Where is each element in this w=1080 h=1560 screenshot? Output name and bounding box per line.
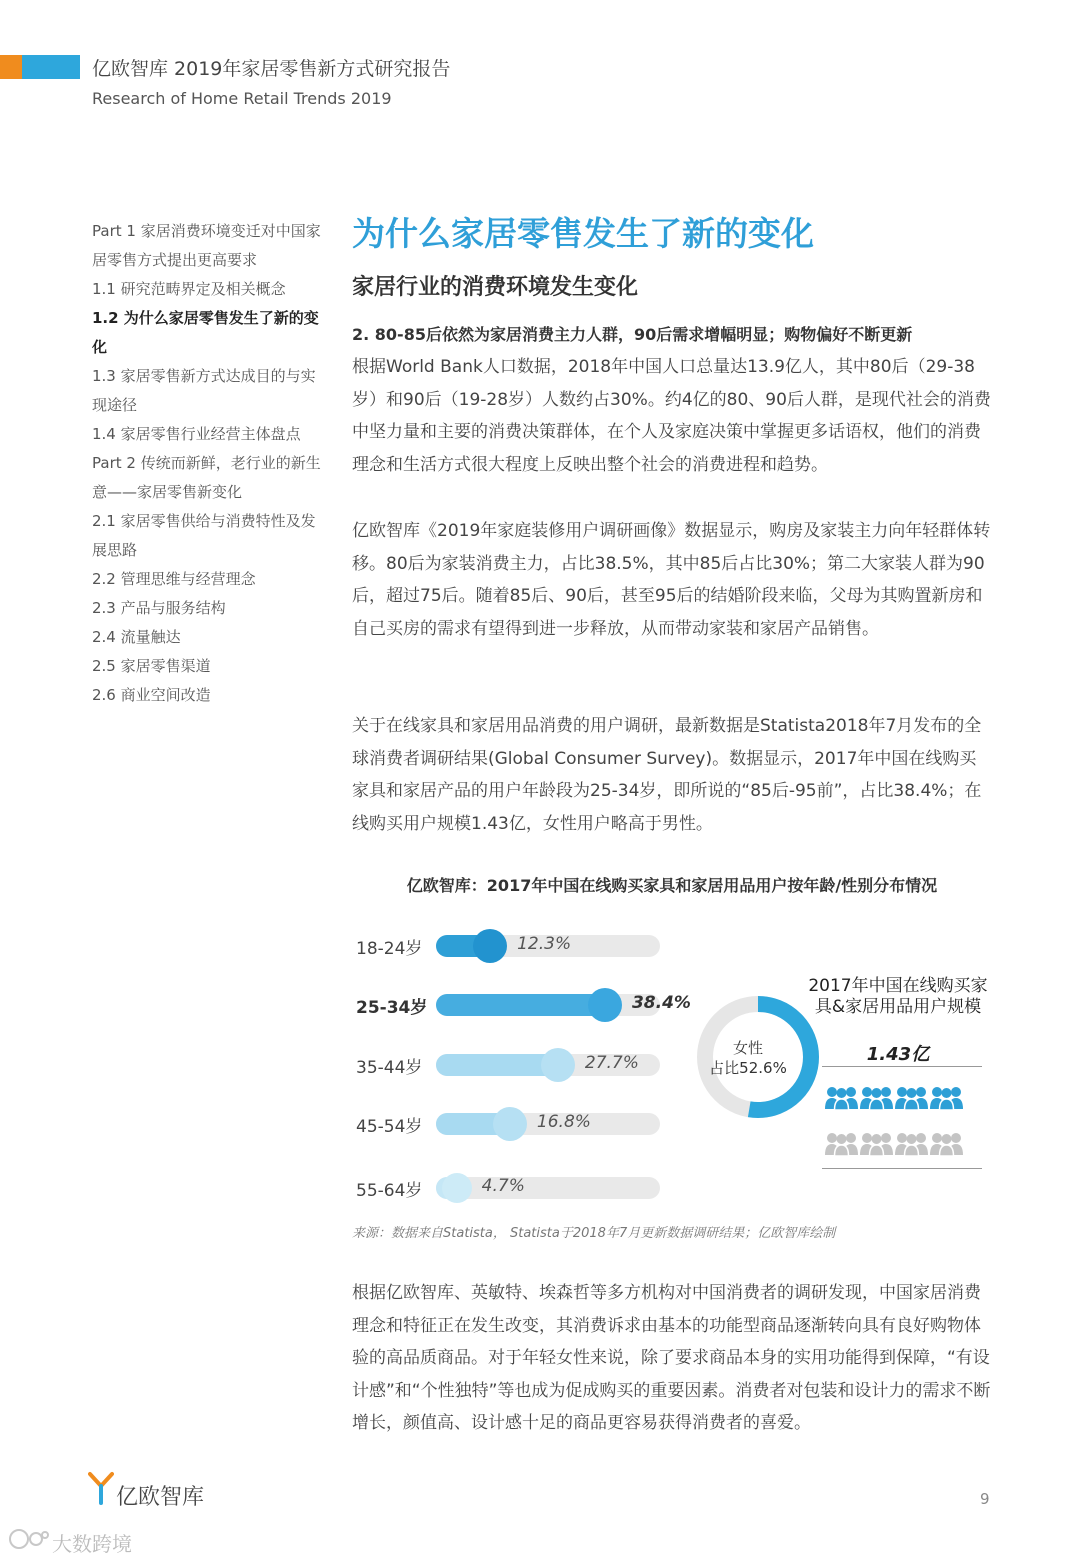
toc-item[interactable]: 1.4 家居零售行业经营主体盘点 (92, 425, 301, 443)
toc-item[interactable]: 2.6 商业空间改造 (92, 686, 211, 704)
bar-end-dot (541, 1048, 575, 1082)
toc-item[interactable]: Part 1 家居消费环境变迁对中国家居零售方式提出更高要求 (92, 222, 321, 269)
people-icon (929, 1085, 965, 1111)
bar-value-label: 16.8% (536, 1112, 591, 1132)
header-accent-orange (0, 55, 22, 79)
donut-label-line2: 占比52.6% (709, 1059, 787, 1077)
people-icon (824, 1085, 860, 1111)
bar-value-label: 12.3% (517, 934, 572, 954)
watermark-text: 大数跨境 (52, 1532, 132, 1556)
people-icon (824, 1131, 860, 1157)
bar-value-label: 38.4% (631, 993, 691, 1013)
toc-item[interactable]: 2.2 管理思维与经营理念 (92, 570, 256, 588)
table-of-contents (92, 217, 322, 710)
watermark-logo-icon (8, 1526, 50, 1552)
bar-end-dot (442, 1173, 472, 1203)
user-scale-divider-top (822, 1066, 982, 1067)
age-label: 35-44岁 (356, 1058, 423, 1078)
bar-value-label: 27.7% (584, 1053, 639, 1073)
age-label: 25-34岁 (356, 998, 428, 1018)
age-label: 45-54岁 (356, 1117, 423, 1137)
user-scale-value: 1.43亿 (866, 1044, 930, 1065)
bar-end-dot (588, 988, 622, 1022)
bar-end-dot (473, 929, 507, 963)
page-title: 为什么家居零售发生了新的变化 (352, 214, 814, 253)
logo-text: 亿欧智库 (116, 1485, 205, 1510)
toc-item[interactable]: 2.3 产品与服务结构 (92, 599, 226, 617)
toc-item[interactable]: 2.1 家居零售供给与消费特性及发展思路 (92, 512, 316, 559)
age-label: 55-64岁 (356, 1181, 423, 1201)
donut-center-label (700, 1038, 796, 1078)
header-accent-blue (22, 55, 80, 79)
toc-item[interactable]: Part 2 传统而新鲜，老行业的新生意——家居零售新变化 (92, 454, 321, 501)
paragraph-4: 根据亿欧智库、英敏特、埃森哲等多方机构对中国消费者的调研发现，中国家居消费理念和特征正在发生改变，其消费诉求由基本的功能型商品逐渐转向具有良好购物体验的高品质商品。对于年轻女性来说，除了要求商品本身的实用功能得到保障，“有设计感”和“个性独特”等也成为促成购买的重要因素。消费者对包装和设计力的需求不断增长，颜值高、设计感十足的商品更容易获得消费者的喜爱。 (352, 1283, 991, 1434)
bar-fill (436, 1054, 558, 1076)
page-number: 9 (980, 1490, 990, 1508)
people-icon (859, 1085, 895, 1111)
key-point-heading: 2. 80-85后依然为家居消费主力人群，90后需求增幅明显；购物偏好不断更新 (352, 325, 913, 344)
user-scale-divider-bottom (822, 1168, 982, 1169)
user-scale-title: 2017年中国在线购买家具&家居用品用户规模 (808, 976, 988, 1017)
chart-title: 亿欧智库：2017年中国在线购买家具和家居用品用户按年龄/性别分布情况 (406, 876, 938, 895)
bar-fill (436, 994, 605, 1016)
chart-source: 来源：数据来自Statista， Statista于2018年7月更新数据调研结果；亿欧智库绘制 (352, 1226, 836, 1241)
bar-value-label: 4.7% (481, 1176, 525, 1196)
people-icon (859, 1131, 895, 1157)
people-icon (929, 1131, 965, 1157)
toc-item[interactable]: 1.3 家居零售新方式达成目的与实现途径 (92, 367, 316, 414)
age-label: 18-24岁 (356, 939, 423, 959)
people-icon (894, 1131, 930, 1157)
paragraph-1: 根据World Bank人口数据，2018年中国人口总量达13.9亿人，其中80后（29-38岁）和90后（19-28岁）人数约占30%。约4亿的80、90后人群，是现代社会的消费中坚力量和主要的消费决策群体，在个人及家庭决策中掌握更多话语权，他们的消费理念和生活方式很大程度上反映出整个社会的消费进程和趋势。 (352, 357, 991, 475)
bar-end-dot (493, 1107, 527, 1141)
yiou-logo-icon (88, 1470, 114, 1506)
paragraph-2: 亿欧智库《2019年家庭装修用户调研画像》数据显示，购房及家装主力向年轻群体转移。80后为家装消费主力，占比38.5%，其中85后占比30%；第二大家装人群为90后，超过75后。随着85后、90后，甚至95后的结婚阶段来临，父母为其购置新房和自己买房的需求有望得到进一步释放，从而带动家装和家居产品销售。 (352, 521, 991, 639)
header-subtitle: Research of Home Retail Trends 2019 (92, 89, 392, 108)
toc-item[interactable]: 1.1 研究范畴界定及相关概念 (92, 280, 286, 298)
toc-item[interactable]: 2.4 流量触达 (92, 628, 181, 646)
toc-item[interactable]: 1.2 为什么家居零售发生了新的变化 (92, 309, 319, 356)
people-icon (894, 1085, 930, 1111)
header-title: 亿欧智库 2019年家居零售新方式研究报告 (92, 58, 451, 80)
paragraph-3: 关于在线家具和家居用品消费的用户调研，最新数据是Statista2018年7月发布的全球消费者调研结果(Global Consumer Survey)。数据显示，2017年中国在线购买家具和家居产品的用户年龄段为25-34岁，即所说的“85后-95前”，占比38.4%；在线购买用户规模1.43亿，女性用户略高于男性。 (352, 716, 982, 834)
toc-item[interactable]: 2.5 家居零售渠道 (92, 657, 211, 675)
section-subtitle: 家居行业的消费环境发生变化 (352, 275, 639, 300)
donut-label-line1: 女性 (732, 1039, 763, 1057)
